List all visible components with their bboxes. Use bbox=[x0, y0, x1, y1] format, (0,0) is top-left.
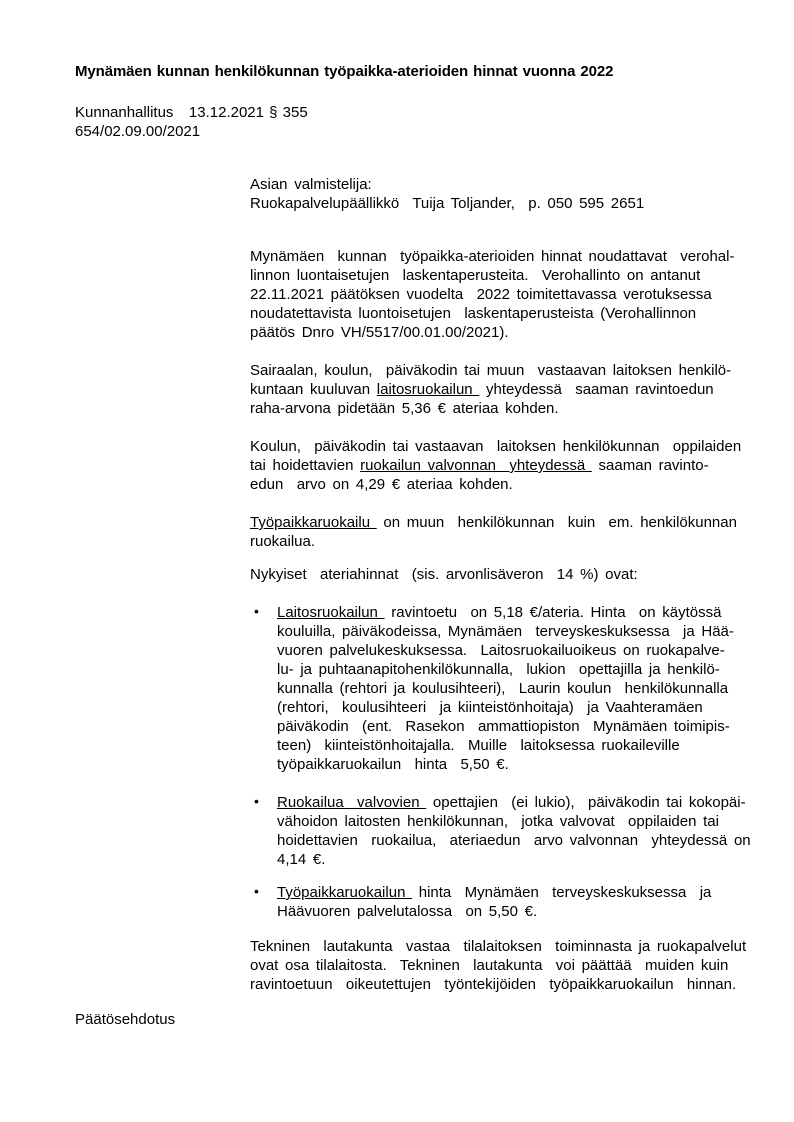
bullet-item bbox=[250, 883, 755, 921]
text-line bbox=[250, 380, 755, 399]
paragraph bbox=[250, 361, 755, 418]
text-segment: raha-arvona pidetään 5,36 € ateriaa kohden. bbox=[250, 400, 559, 417]
text-segment: (rehtori, koulusihteeri ja kiinteistönhoitaja) ja Vaahteramäen bbox=[277, 699, 703, 716]
text-line bbox=[277, 622, 755, 641]
text-segment: Nykyiset ateriahinnat (sis. arvonlisäveron 14 %) ovat: bbox=[250, 566, 638, 583]
text-line bbox=[250, 975, 755, 994]
text-line bbox=[250, 304, 755, 323]
text-line bbox=[277, 603, 755, 622]
text-segment: 4,14 €. bbox=[277, 851, 326, 868]
text-segment: ravintoetuun oikeutettujen työntekijöiden työpaikkaruokailun hinnan. bbox=[250, 976, 737, 993]
text-segment: 22.11.2021 päätöksen vuodelta 2022 toimitettavassa verotuksessa bbox=[250, 286, 712, 303]
text-segment: Mynämäen kunnan työpaikka-aterioiden hinnat noudattavat verohal- bbox=[250, 248, 735, 265]
text-segment: kunnalla (rehtori ja koulusihteeri), Laurin koulun henkilökunnalla bbox=[277, 680, 729, 697]
text-line bbox=[277, 717, 755, 736]
paragraph bbox=[250, 175, 755, 213]
text-line bbox=[250, 285, 755, 304]
text-segment: on muun henkilökunnan kuin em. henkilökunnan bbox=[376, 514, 737, 531]
text-segment: Häävuoren palvelutalossa on 5,50 €. bbox=[277, 903, 538, 920]
document-title: Mynämäen kunnan henkilökunnan työpaikka-aterioiden hinnat vuonna 2022 bbox=[75, 63, 614, 80]
text-line bbox=[277, 812, 755, 831]
text-segment: kouluilla, päiväkodeissa, Mynämäen terveyskeskuksessa ja Hää- bbox=[277, 623, 734, 640]
paragraph bbox=[250, 565, 755, 584]
text-line bbox=[277, 755, 755, 774]
text-segment: teen) kiinteistönhoitajalla. Muille laitoksessa ruokaileville bbox=[277, 737, 680, 754]
text-line bbox=[250, 247, 755, 266]
paragraph bbox=[250, 437, 755, 494]
text-segment: saaman ravinto- bbox=[591, 457, 709, 474]
underlined-text-segment: laitosruokailun bbox=[376, 381, 480, 398]
text-segment: hinta Mynämäen terveyskeskuksessa ja bbox=[412, 884, 712, 901]
text-segment: tai hoidettavien bbox=[250, 457, 361, 474]
text-segment: linnon luontaisetujen laskentaperusteita. Verohallinto on antanut bbox=[250, 267, 701, 284]
text-line bbox=[250, 937, 755, 956]
text-segment: ovat osa tilalaitosta. Tekninen lautakunta voi päättää muiden kuin bbox=[250, 957, 729, 974]
text-segment: Sairaalan, koulun, päiväkodin tai muun vastaavan laitoksen henkilö- bbox=[250, 362, 732, 379]
paragraph bbox=[250, 513, 755, 551]
text-segment: ruokailua. bbox=[250, 533, 316, 550]
text-segment: Asian valmistelija: bbox=[250, 176, 372, 193]
bullet-marker: • bbox=[254, 603, 259, 619]
text-line bbox=[250, 475, 755, 494]
text-segment: työpaikkaruokailun hinta 5,50 €. bbox=[277, 756, 509, 773]
text-segment: päätös Dnro VH/5517/00.01.00/2021). bbox=[250, 324, 509, 341]
text-segment: edun arvo on 4,29 € ateriaa kohden. bbox=[250, 476, 513, 493]
text-segment: päiväkodin (ent. Rasekon ammattiopiston Mynämäen toimipis- bbox=[277, 718, 730, 735]
text-line bbox=[250, 956, 755, 975]
text-segment: kuntaan kuuluvan bbox=[250, 381, 377, 398]
text-segment: vuoren palvelukeskuksessa. Laitosruokailuoikeus on ruokapalve- bbox=[277, 642, 725, 659]
underlined-text-segment: Laitosruokailun bbox=[277, 604, 385, 621]
text-segment: Ruokapalvelupäällikkö Tuija Toljander, p. 050 595 2651 bbox=[250, 195, 645, 212]
text-segment: noudatettavista luontoisetujen laskentaperusteista (Verohallinnon bbox=[250, 305, 697, 322]
text-line bbox=[277, 641, 755, 660]
text-line bbox=[277, 698, 755, 717]
underlined-text-segment: Työpaikkaruokailun bbox=[277, 884, 413, 901]
text-segment: yhteydessä saaman ravintoedun bbox=[479, 381, 714, 398]
text-line bbox=[277, 850, 755, 869]
paragraph bbox=[250, 937, 755, 994]
text-line bbox=[277, 736, 755, 755]
decision-proposal-label: Päätösehdotus bbox=[75, 1011, 176, 1028]
meta-block bbox=[75, 103, 794, 141]
text-line bbox=[250, 361, 755, 380]
text-line bbox=[250, 175, 755, 194]
bullet-marker: • bbox=[254, 793, 259, 809]
paragraph bbox=[250, 247, 755, 342]
text-line bbox=[250, 565, 755, 584]
text-line bbox=[250, 456, 755, 475]
text-line bbox=[250, 194, 755, 213]
text-line bbox=[277, 883, 755, 902]
meta-line-board-date: Kunnanhallitus 13.12.2021 § 355 bbox=[75, 104, 308, 121]
document-body bbox=[250, 175, 755, 994]
text-line bbox=[250, 323, 755, 342]
text-line bbox=[277, 831, 755, 850]
text-line bbox=[250, 437, 755, 456]
text-line bbox=[250, 532, 755, 551]
text-line bbox=[277, 902, 755, 921]
bullet-item bbox=[250, 793, 755, 869]
bullet-marker: • bbox=[254, 883, 259, 899]
text-segment: vähoidon laitosten henkilökunnan, jotka valvovat oppilaiden tai bbox=[277, 813, 719, 830]
underlined-text-segment: ruokailun valvonnan yhteydessä bbox=[360, 457, 592, 474]
text-line bbox=[277, 679, 755, 698]
text-line bbox=[277, 660, 755, 679]
underlined-text-segment: Työpaikkaruokailu bbox=[250, 514, 377, 531]
text-segment: opettajien (ei lukio), päiväkodin tai kokopäi- bbox=[426, 794, 746, 811]
underlined-text-segment: Ruokailua valvovien bbox=[277, 794, 427, 811]
bullet-item bbox=[250, 603, 755, 774]
text-line bbox=[250, 399, 755, 418]
text-line bbox=[277, 793, 755, 812]
text-segment: hoidettavien ruokailua, ateriaedun arvo valvonnan yhteydessä on bbox=[277, 832, 751, 849]
text-segment: Koulun, päiväkodin tai vastaavan laitoksen henkilökunnan oppilaiden bbox=[250, 438, 742, 455]
meta-line-diary-number: 654/02.09.00/2021 bbox=[75, 123, 201, 140]
text-segment: lu- ja puhtaanapitohenkilökunnalla, lukion opettajilla ja henkilö- bbox=[277, 661, 720, 678]
text-segment: ravintoetu on 5,18 €/ateria. Hinta on käytössä bbox=[384, 604, 722, 621]
text-segment: Tekninen lautakunta vastaa tilalaitoksen toiminnasta ja ruokapalvelut bbox=[250, 938, 747, 955]
text-line bbox=[250, 513, 755, 532]
text-line bbox=[250, 266, 755, 285]
